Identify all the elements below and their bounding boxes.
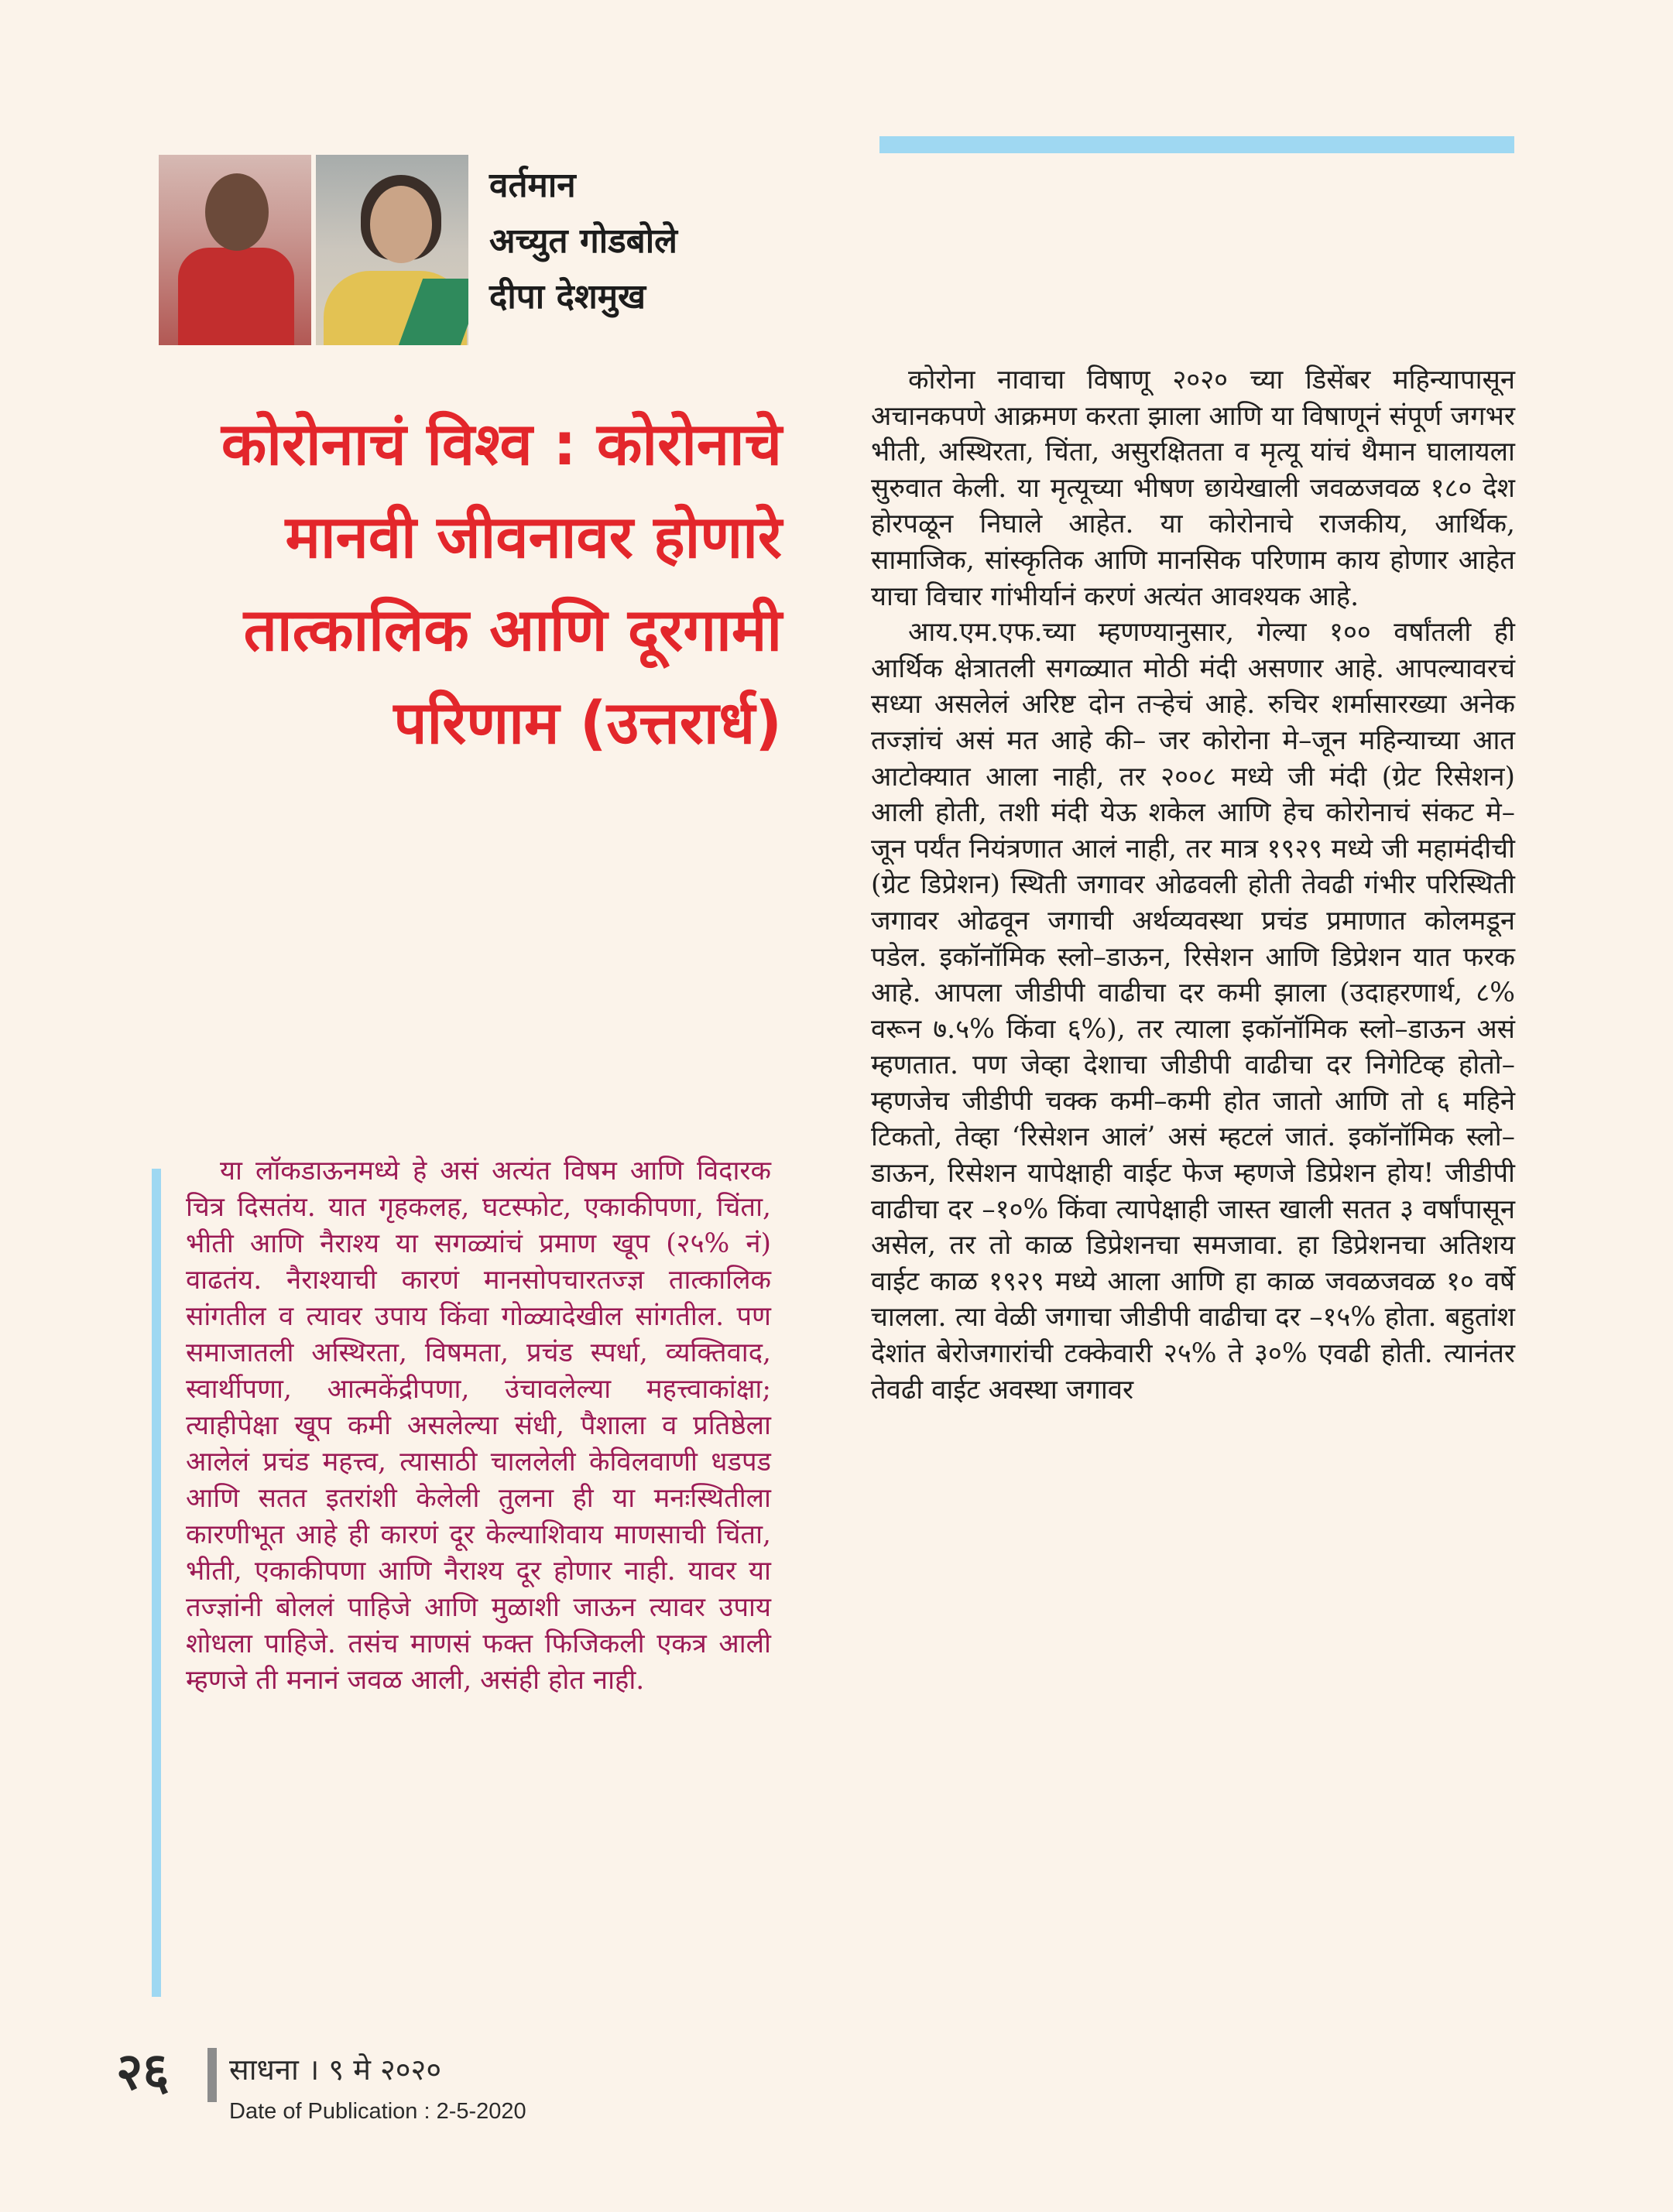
pull-quote: या लॉकडाऊनमध्ये हे असं अत्यंत विषम आणि विदारक चित्र दिसतंय. यात गृहकलह, घटस्फोट, एकाकीपणा, चिंता, भीती आणि नैराश्य या सगळ्यांचं प्रमाण खूप (२५% नं) वाढतंय. नैराश्याची कारणं मानसोपचारतज्ज्ञ तात्कालिक सांगतील व त्यावर उपाय किंवा गोळ्यादेखील सांगतील. पण समाजातली अस्थिरता, विषमता, प्रचंड स्पर्धा, व्यक्तिवाद, स्वार्थीपणा, आत्मकेंद्रीपणा, उंचावलेल्या महत्त्वाकांक्षा; त्याहीपेक्षा खूप कमी असलेल्या संधी, पैशाला व प्रतिष्ठेला आलेलं प्रचंड महत्त्व, त्यासाठी चाललेली केविलवाणी धडपड आणि सतत इतरांशी केलेली तुलना ही या मनःस्थितीला कारणीभूत आहे ही कारणं दूर केल्याशिवाय माणसाची चिंता, भीती, एकाकीपणा आणि नैराश्य दूर होणार नाही. यावर या तज्ज्ञांनी बोललं पाहिजे आणि मुळाशी जाऊन त्यावर उपाय शोधला पाहिजे. तसंच माणसं फक्त फिजिकली एकत्र आली म्हणजे ती मनानं जवळ आली, असंही होत नाही. [186,1156,771,1696]
article-paragraph: कोरोना नावाचा विषाणू २०२० च्या डिसेंबर महिन्यापासून अचानकपणे आक्रमण करता झाला आणि या विषाणूनं संपूर्ण जगभर भीती, अस्थिरता, चिंता, असुरक्षितता व मृत्यू यांचं थैमान घालायला सुरुवात केली. या मृत्यूच्या भीषण छायेखाली जवळजवळ १८० देश होरपळून निघाले आहेत. या कोरोनाचे राजकीय, आर्थिक, सामाजिक, सांस्कृतिक आणि मानसिक परिणाम काय होणार आहेत याचा विचार गांभीर्यानं करणं अत्यंत आवश्यक आहे. [871,365,1515,612]
headline-line: कोरोनाचं विश्व : कोरोनाचे [221,409,782,478]
headline-line: परिणाम (उत्तरार्ध) [393,688,782,757]
author-photos [159,155,468,345]
author-photo-achyut [159,155,311,345]
article-body [871,362,1515,1408]
author-name-1: अच्युत गोडबोले [489,221,678,261]
section-label: वर्तमान [489,166,576,205]
publication-date: Date of Publication : 2-5-2020 [229,2099,526,2124]
author-name-2: दीपा देशमुख [489,277,646,317]
article-paragraph: आय.एम.एफ.च्या म्हणण्यानुसार, गेल्या १०० वर्षांतली ही आर्थिक क्षेत्रातली सगळ्यात मोठी मंदी असणार आहे. आपल्यावरचं सध्या असलेलं अरिष्ट दोन तऱ्हेचं आहे. रुचिर शर्मासारख्या अनेक तज्ज्ञांचं असं मत आहे की– जर कोरोना मे–जून महिन्याच्या आत आटोक्यात आला नाही, तर २००८ मध्ये जी मंदी (ग्रेट रिसेशन) आली होती, तशी मंदी येऊ शकेल आणि हेच कोरोनाचं संकट मे–जून पर्यंत नियंत्रणात आलं नाही, तर मात्र १९२९ मध्ये जी महामंदीची (ग्रेट डिप्रेशन) स्थिती जगावर ओढवली होती तेवढी गंभीर परिस्थिती जगावर ओढवून जगाची अर्थव्यवस्था प्रचंड प्रमाणात कोलमडून पडेल. इकॉनॉमिक स्लो–डाऊन, रिसेशन आणि डिप्रेशन यात फरक आहे. आपला जीडीपी वाढीचा दर कमी झाला (उदाहरणार्थ, ८% वरून ७.५% किंवा ६%), तर त्याला इकॉनॉमिक स्लो–डाऊन असं म्हणतात. पण जेव्हा देशाचा जीडीपी वाढीचा दर निगेटिव्ह होतो– म्हणजेच जीडीपी चक्क कमी–कमी होत जातो आणि तो ६ महिने टिकतो, तेव्हा ‘रिसेशन आलं’ असं म्हटलं जातं. इकॉनॉमिक स्लो–डाऊन, रिसेशन यापेक्षाही वाईट फेज म्हणजे डिप्रेशन होय! जीडीपी वाढीचा दर –१०% किंवा त्यापेक्षाही जास्त खाली सतत ३ वर्षांपासून असेल, तर तो काळ डिप्रेशनचा समजावा. हा डिप्रेशनचा अतिशय वाईट काळ १९२९ मध्ये आला आणि हा काळ जवळजवळ १० वर्षे चालला. त्या वेळी जगाचा जीडीपी वाढीचा दर –१५% होता. बहुतांश देशांत बेरोजगारांची टक्केवारी २५% ते ३०% एवढी होती. त्यानंतर तेवढी वाईट अवस्था जगावर [871,617,1515,1406]
byline [489,158,677,325]
top-accent-bar [879,136,1514,153]
author-photo-deepa [316,155,468,345]
footer-divider [207,2048,217,2102]
pull-quote-bar [152,1169,161,1997]
page-number: २६ [116,2041,170,2101]
headline-line: मानवी जीवनावर होणारे [285,502,782,571]
article-headline [209,398,782,769]
headline-line: तात्कालिक आणि दूरगामी [243,595,782,664]
magazine-issue: साधना । ९ मे २०२० [229,2053,442,2087]
